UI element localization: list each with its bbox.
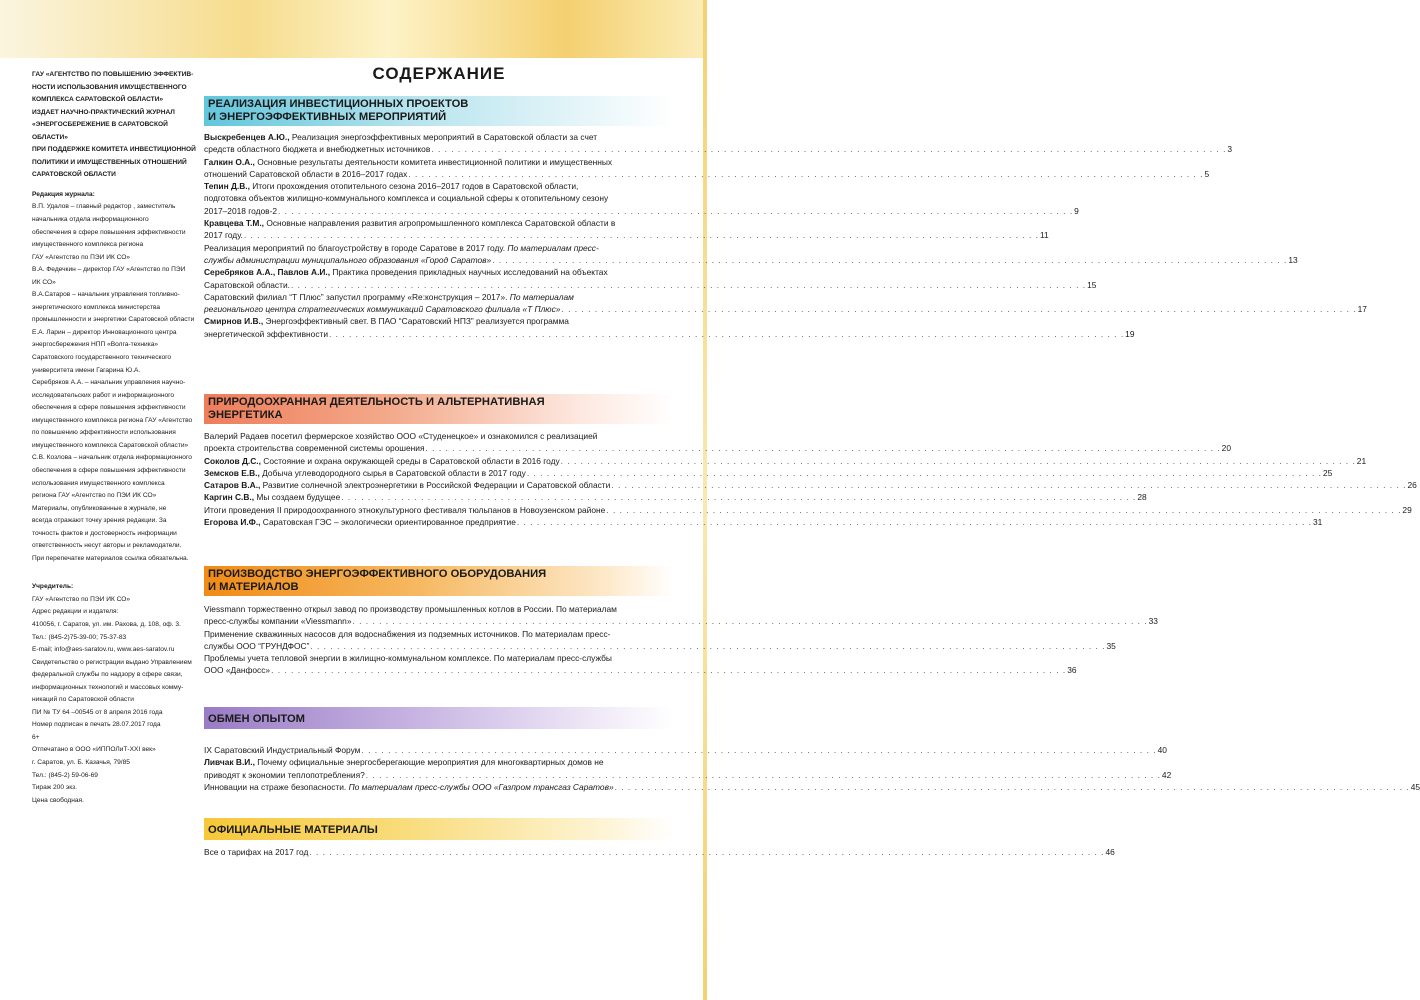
entry-text: Развитие солнечной электроэнергетики в Российской Федерации и Саратовской области: [260, 480, 611, 491]
page-number: 42: [1161, 769, 1172, 780]
entry-text: Валерий Радаев посетил фермерское хозяйство ООО «Студенецкое» и ознакомился с реализацией: [204, 431, 598, 441]
page-number: 25: [1322, 467, 1333, 478]
page-number: 21: [1356, 455, 1367, 466]
page-number: 11: [1040, 230, 1049, 241]
masthead-line: ГАУ «Агентство по ПЭИ ИК СО»: [32, 595, 131, 603]
masthead-line: исследовательских работ и информационного: [32, 391, 175, 399]
entry-text: Инновации на страже безопасности.: [204, 781, 349, 792]
masthead-line: обеспечения в сфере повышения эффективности: [32, 404, 186, 412]
dot-leader: . . . . . . . . . . . . . . . . . . . . . . . . . . . . . . . . . . . . . . . . . . . . . . . . . . . . . . . . . . . . . . . . . . . . . . . . . . . . . . . . . . . . . . . . . . . . . . . . . . . . . . . . . . . . . . . . . . . . . . . .: [611, 480, 1407, 491]
section-heading-line: ОФИЦИАЛЬНЫЕ МАТЕРИАЛЫ: [208, 824, 378, 836]
toc-entry[interactable]: [204, 744, 1167, 756]
page-number: 26: [1407, 480, 1417, 491]
masthead-line: г. Саратов, ул. Б. Казачья, 79/85: [32, 758, 130, 766]
entry-text: Почему официальные энергосберегающие мероприятия для многоквартирных домов не: [254, 757, 604, 768]
masthead-line: 410056, г. Саратов, ул. им. Рахова, д. 108, оф. 3.: [32, 620, 181, 628]
editorial-heading: Редакция журнала:: [32, 190, 95, 198]
entry-source: По материалам пресс-службы ООО «Газпром трансгаз Саратов»: [348, 781, 614, 792]
page-number: 36: [1067, 665, 1077, 676]
entry-text: пресс-службы компании «Viessmann»: [204, 616, 352, 627]
entry-text: Энергоэффективный свет. В ПАО “Саратовский НПЗ” реализуется программа: [263, 316, 569, 327]
masthead-line: Цена свободная.: [32, 796, 84, 804]
masthead-line: ГАУ «Агентство по ПЭИ ИК СО»: [32, 253, 131, 261]
masthead-line: промышленности и энергетики Саратовской области: [32, 316, 195, 324]
dot-leader: . . . . . . . . . . . . . . . . . . . . . . . . . . . . . . . . . . . . . . . . . . . . . . . . . . . . . . . . . . . . . . . . . . . . . . . . . . . . . . . . . . . . . . . . . . . . . . . . . . . . . . . . . . . . . . . . . . . . . . . .: [560, 455, 1356, 466]
entry-text: службы администрации муниципального образования «Город Саратов»: [204, 254, 492, 265]
founder-heading: Учредитель:: [32, 583, 74, 591]
masthead-line: В.А. Федечкин – директор ГАУ «Агентство по ПЭИ: [32, 266, 186, 274]
page-number: 29: [1402, 504, 1412, 515]
dot-leader: . . . . . . . . . . . . . . . . . . . . . . . . . . . . . . . . . . . . . . . . . . . . . . . . . . . . . . . . . . . . . . . . . . . . . . . . . . . . . . . . . . . . . . . . . . . . . . . . . . . . . . . . . . . . . . . . . . . . . . . .: [431, 144, 1227, 155]
dot-leader: . . . . . . . . . . . . . . . . . . . . . . . . . . . . . . . . . . . . . . . . . . . . . . . . . . . . . . . . . . . . . . . . . . . . . . . . . . . . . . . . . . . . . . . . . . . . . . . . . . . . . . . . . . . . . . . . . . . . . . . .: [309, 847, 1105, 857]
masthead-line: энергетического комплекса министерства: [32, 303, 161, 311]
section-heading-line: И МАТЕРИАЛОВ: [208, 581, 299, 593]
toc-entry[interactable]: [204, 652, 1077, 677]
dot-leader: . . . . . . . . . . . . . . . . . . . . . . . . . . . . . . . . . . . . . . . . . . . . . . . . . . . . . . . . . . . . . . . . . . . . . . . . . . . . . . . . . . . . . . . . . . . . . . . . . . . . . . . . . . . . . . . . . . . . . . . .: [329, 328, 1125, 339]
entry-text: подготовка объектов жилищно-коммунального комплекса и социальной сферы к отопительному сезону: [204, 193, 609, 204]
entry-author: Галкин О.А.,: [204, 156, 255, 167]
entry-text: Саратовский филиал “Т Плюс” запустил программу «Re:конструкция – 2017».: [204, 291, 510, 302]
dot-leader: . . . . . . . . . . . . . . . . . . . . . . . . . . . . . . . . . . . . . . . . . . . . . . . . . . . . . . . . . . . . . . . . . . . . . . . . . . . . . . . . . . . . . . . . . . . . . . . . . . . . . . . . . . . . . . . . . . . . . . . .: [526, 467, 1322, 478]
masthead-line: ИЗДАЕТ НАУЧНО-ПРАКТИЧЕСКИЙ ЖУРНАЛ: [32, 108, 175, 116]
entry-text: Все о тарифах на 2017 год: [204, 847, 309, 857]
section-entries: [204, 846, 1115, 858]
dot-leader: . . . . . . . . . . . . . . . . . . . . . . . . . . . . . . . . . . . . . . . . . . . . . . . . . . . . . . . . . . . . . . . . . . . . . . . . . . . . . . . . . . . . . . . . . . . . . . . . . . . . . . . . . . . . . . . . . . . . . . . .: [243, 230, 1039, 241]
entry-text: отношений Саратовской области в 2016–2017 годах: [204, 168, 408, 179]
section-heading-line: ОБМЕН ОПЫТОМ: [208, 713, 305, 725]
entry-text: энергетической эффективности: [204, 328, 329, 339]
entry-text: Итоги прохождения отопительного сезона 2016–2017 годов в Саратовской области,: [249, 181, 579, 192]
entry-author: Каргин С.В.,: [204, 492, 255, 503]
masthead-line: университета имени Гагарина Ю.А.: [32, 366, 141, 374]
entry-text: Реализация энергоэффективных мероприятий в Саратовской области за счет: [289, 132, 598, 142]
entry-text: 2017 году.: [204, 230, 243, 241]
masthead-line: всегда отражают точку зрения редакции. За: [32, 517, 167, 525]
toc-entry[interactable]: [204, 504, 1412, 516]
masthead-line: ПРИ ПОДДЕРЖКЕ КОМИТЕТА ИНВЕСТИЦИОННОЙ: [32, 146, 196, 154]
masthead-line: никаций по Саратовской области: [32, 696, 134, 704]
toc-entry[interactable]: [204, 455, 1367, 467]
masthead-line: Е.А. Ларин – директор Инновационного центра: [32, 328, 177, 336]
masthead-line: региона ГАУ «Агентство по ПЭИ ИК СО»: [32, 492, 157, 500]
toc-entry[interactable]: [204, 603, 1158, 628]
masthead-line: имущественного комплекса региона: [32, 241, 144, 249]
masthead-line: энергосбережения НПП «Волга-техника»: [32, 341, 159, 349]
page-number: 31: [1313, 517, 1323, 528]
editorial-block: [32, 201, 197, 565]
entry-text: Проблемы учета тепловой энергии в жилищно-коммунальном комплексе. По материалам пресс-службы: [204, 653, 612, 664]
section-entries: [204, 744, 1420, 793]
masthead-line: имущественного комплекса Саратовской области»: [32, 441, 189, 449]
toc-entry[interactable]: [204, 291, 1367, 316]
entry-text: средств областного бюджета и внебюджетных источников: [204, 144, 431, 155]
masthead-line: точность фактов и достоверность информации: [32, 529, 177, 537]
entry-author: Выскребенцев А.Ю.,: [204, 132, 290, 142]
toc-entry[interactable]: [204, 217, 1049, 242]
entry-text: IX Саратовский Индустриальный Форум: [204, 745, 361, 755]
masthead-line: САРАТОВСКОЙ ОБЛАСТИ: [32, 171, 116, 179]
dot-leader: . . . . . . . . . . . . . . . . . . . . . . . . . . . . . . . . . . . . . . . . . . . . . . . . . . . . . . . . . . . . . . . . . . . . . . . . . . . . . . . . . . . . . . . . . . . . . . . . . . . . . . . . . . . . . . . . . . . . . . . .: [290, 279, 1087, 290]
publisher-block: [32, 69, 197, 182]
toc-entry[interactable]: [204, 180, 1079, 217]
masthead-line: Тел.: (845-2)75-39-00; 75-37-83: [32, 633, 127, 641]
masthead-sidebar: [32, 69, 197, 807]
toc-entry[interactable]: [204, 156, 1210, 181]
entry-author: Соколов Д.С.,: [204, 455, 261, 466]
entry-author: Кравцева Т.М.,: [204, 218, 264, 229]
masthead-line: ПИ № ТУ 64 –00545 от 8 апреля 2016 года: [32, 708, 163, 716]
page-number: 28: [1137, 492, 1147, 503]
dot-leader: . . . . . . . . . . . . . . . . . . . . . . . . . . . . . . . . . . . . . . . . . . . . . . . . . . . . . . . . . . . . . . . . . . . . . . . . . . . . . . . . . . . . . . . . . . . . . . . . . . . . . . . . . . . . . . . . . . . . . . . .: [271, 665, 1067, 676]
page-number: 13: [1288, 254, 1298, 265]
masthead-line: В.А.Сатаров – начальник управления топливно-: [32, 291, 180, 299]
section-entries: [204, 603, 1158, 677]
entry-text: 2017–2018 годов-2: [204, 205, 278, 216]
entry-author: Серебряков А.А., Павлов А.И.,: [204, 267, 331, 278]
dot-leader: . . . . . . . . . . . . . . . . . . . . . . . . . . . . . . . . . . . . . . . . . . . . . . . . . . . . . . . . . . . . . . . . . . . . . . . . . . . . . . . . . . . . . . . . . . . . . . . . . . . . . . . . . . . . . . . . . . . . . . . .: [561, 304, 1357, 315]
entry-text: Итоги проведения II природоохранного этнокультурного фестиваля тюльпанов в Новоузенском районе: [204, 504, 606, 515]
toc-entry[interactable]: [204, 491, 1147, 503]
masthead-line: 6+: [32, 733, 40, 741]
masthead-line: обеспечения в сфере повышения эффективности: [32, 228, 186, 236]
page-number: 40: [1157, 745, 1167, 755]
entry-author: Земсков Е.В.,: [204, 467, 260, 478]
masthead-line: С.В. Козлова – начальник отдела информационного: [32, 454, 192, 462]
masthead-line: ГАУ «АГЕНТСТВО ПО ПОВЫШЕНИЮ ЭФФЕКТИВ-: [32, 71, 194, 78]
entry-text: Саратовской области.: [204, 279, 290, 290]
toc-entry[interactable]: [204, 628, 1116, 653]
masthead-line: ответственность несут авторы и рекламодатели.: [32, 542, 182, 550]
section-heading-line: ПРИРОДООХРАННАЯ ДЕЯТЕЛЬНОСТЬ И АЛЬТЕРНАТИВНАЯ: [208, 396, 545, 408]
toc-entry[interactable]: [204, 756, 1172, 781]
page-number: 15: [1087, 279, 1097, 290]
section-heading: [204, 707, 674, 729]
entry-author: Егорова И.Ф.,: [204, 517, 261, 528]
masthead-line: Серебряков А.А. – начальник управления научно-: [32, 379, 186, 387]
entry-text: Применение скважинных насосов для водоснабжения из подземных источников. По материалам пресс-: [204, 628, 611, 639]
toc-entry[interactable]: [204, 846, 1115, 858]
section-entries: [204, 430, 1417, 528]
masthead-line: Номер подписан в печать 28.07.2017 года: [32, 721, 161, 729]
section-heading: [204, 394, 674, 424]
masthead-line: ИК СО»: [32, 278, 56, 286]
toc-entry[interactable]: [204, 467, 1333, 479]
toc-entry[interactable]: [204, 242, 1298, 267]
dot-leader: . . . . . . . . . . . . . . . . . . . . . . . . . . . . . . . . . . . . . . . . . . . . . . . . . . . . . . . . . . . . . . . . . . . . . . . . . . . . . . . . . . . . . . . . . . . . . . . . . . . . . . . . . . . . . . . . . . . . . . . .: [278, 205, 1074, 216]
page-number: 3: [1227, 144, 1233, 155]
masthead-line: При перепечатке материалов ссылка обязательна.: [32, 554, 189, 562]
entry-text: Мы создаем будущее: [254, 492, 341, 503]
toc-entry[interactable]: [204, 479, 1417, 491]
masthead-line: по повышению эффективности использования: [32, 429, 176, 437]
entry-text: Состояние и охрана окружающей среды в Саратовской области в 2016 году: [260, 455, 560, 466]
page-number: 45: [1410, 781, 1420, 792]
masthead-line: ПОЛИТИКИ И ИМУЩЕСТВЕННЫХ ОТНОШЕНИЙ: [32, 158, 187, 166]
masthead-line: КОМПЛЕКСА САРАТОВСКОЙ ОБЛАСТИ»: [32, 96, 164, 104]
section-heading-line: И ЭНЕРГОЭФФЕКТИВНЫХ МЕРОПРИЯТИЙ: [208, 111, 447, 123]
masthead-line: Отпечатано в ООО «ИППОЛиТ-XXI век»: [32, 746, 156, 754]
entry-text: службы ООО “ГРУНДФОС”: [204, 640, 310, 651]
page-number: 19: [1125, 328, 1135, 339]
section-heading-line: ПРОИЗВОДСТВО ЭНЕРГОЭФФЕКТИВНОГО ОБОРУДОВАНИЯ: [208, 568, 547, 580]
masthead-line: В.П. Удалов – главный редактор , заместитель: [32, 203, 176, 211]
masthead-line: «ЭНЕРГОСБЕРЕЖЕНИЕ В САРАТОВСКОЙ ОБЛАСТИ»: [32, 121, 168, 141]
dot-leader: . . . . . . . . . . . . . . . . . . . . . . . . . . . . . . . . . . . . . . . . . . . . . . . . . . . . . . . . . . . . . . . . . . . . . . . . . . . . . . . . . . . . . . . . . . . . . . . . . . . . . . . . . . . . . . . . . . . . . . . .: [516, 517, 1312, 528]
toc-entry[interactable]: [204, 516, 1323, 528]
entry-author: Смирнов И.В.,: [204, 316, 264, 327]
entry-text: Основные направления развития агропромышленного комплекса Саратовской области в: [264, 218, 616, 229]
entry-author: Сатаров В.А.,: [204, 480, 261, 491]
dot-leader: . . . . . . . . . . . . . . . . . . . . . . . . . . . . . . . . . . . . . . . . . . . . . . . . . . . . . . . . . . . . . . . . . . . . . . . . . . . . . . . . . . . . . . . . . . . . . . . . . . . . . . . . . . . . . . . . . . . . . . . .: [352, 616, 1148, 627]
masthead-line: Материалы, опубликованные в журнале, не: [32, 504, 167, 512]
masthead-line: Свидетельство о регистрации выдано Управлением: [32, 658, 192, 666]
toc-entry[interactable]: [204, 315, 1135, 340]
entry-text: проекта строительства современной системы орошения: [204, 443, 425, 454]
masthead-line: федеральной службы по надзору в сфере связи,: [32, 671, 183, 679]
dot-leader: . . . . . . . . . . . . . . . . . . . . . . . . . . . . . . . . . . . . . . . . . . . . . . . . . . . . . . . . . . . . . . . . . . . . . . . . . . . . . . . . . . . . . . . . . . . . . . . . . . . . . . . . . . . . . . . . . . . . . . . .: [310, 640, 1106, 651]
dot-leader: . . . . . . . . . . . . . . . . . . . . . . . . . . . . . . . . . . . . . . . . . . . . . . . . . . . . . . . . . . . . . . . . . . . . . . . . . . . . . . . . . . . . . . . . . . . . . . . . . . . . . . . . . . . . . . . . . . . . . . . .: [492, 254, 1288, 265]
masthead-line: использования имущественного комплекса: [32, 479, 165, 487]
masthead-line: E-mail; info@aes-saratov.ru, www.aes-saratov.ru: [32, 646, 175, 654]
entry-source: По материалам: [509, 291, 574, 302]
dot-leader: . . . . . . . . . . . . . . . . . . . . . . . . . . . . . . . . . . . . . . . . . . . . . . . . . . . . . . . . . . . . . . . . . . . . . . . . . . . . . . . . . . . . . . . . . . . . . . . . . . . . . . . . . . . . . . . . . . . . . . . .: [408, 168, 1204, 179]
entry-text: Добыча углеводородного сырья в Саратовской области в 2017 году: [259, 467, 526, 478]
toc-entry[interactable]: [204, 266, 1097, 291]
entry-text: ООО «Данфосс»: [204, 665, 271, 676]
entry-text: приводят к экономии теплопотребления?: [204, 769, 365, 780]
dot-leader: . . . . . . . . . . . . . . . . . . . . . . . . . . . . . . . . . . . . . . . . . . . . . . . . . . . . . . . . . . . . . . . . . . . . . . . . . . . . . . . . . . . . . . . . . . . . . . . . . . . . . . . . . . . . . . . . . . . . . . . .: [361, 745, 1157, 755]
masthead-line: информационных технологий и массовых комму-: [32, 683, 184, 691]
page-number: 17: [1357, 304, 1367, 315]
masthead-line: обеспечения в сфере повышения эффективности: [32, 466, 186, 474]
entry-text: регионального центра стратегических коммуникаций Саратовского филиала «Т Плюс»: [204, 304, 561, 315]
page-title: СОДЕРЖАНИЕ: [372, 64, 506, 83]
dot-leader: . . . . . . . . . . . . . . . . . . . . . . . . . . . . . . . . . . . . . . . . . . . . . . . . . . . . . . . . . . . . . . . . . . . . . . . . . . . . . . . . . . . . . . . . . . . . . . . . . . . . . . . . . . . . . . . . . . . . . . . .: [425, 443, 1221, 454]
section-heading: [204, 96, 674, 126]
dot-leader: . . . . . . . . . . . . . . . . . . . . . . . . . . . . . . . . . . . . . . . . . . . . . . . . . . . . . . . . . . . . . . . . . . . . . . . . . . . . . . . . . . . . . . . . . . . . . . . . . . . . . . . . . . . . . . . . . . . . . . . .: [614, 781, 1410, 792]
page-number: 33: [1148, 616, 1158, 627]
section-entries: [204, 131, 1367, 340]
toc-entry[interactable]: [204, 131, 1233, 156]
page-number: 20: [1221, 443, 1231, 454]
section-heading: [204, 566, 674, 596]
masthead-line: Адрес редакции и издателя:: [32, 608, 119, 616]
entry-text: Саратовская ГЭС – экологически ориентированное предприятие: [260, 517, 516, 528]
masthead-line: Тел.: (845-2) 59-06-69: [32, 771, 98, 779]
section-heading-line: ЭНЕРГЕТИКА: [208, 409, 283, 421]
entry-text: Основные результаты деятельности комитета инвестиционной политики и имущественных: [254, 156, 613, 167]
toc-entry[interactable]: [204, 781, 1420, 793]
dot-leader: . . . . . . . . . . . . . . . . . . . . . . . . . . . . . . . . . . . . . . . . . . . . . . . . . . . . . . . . . . . . . . . . . . . . . . . . . . . . . . . . . . . . . . . . . . . . . . . . . . . . . . . . . . . . . . . . . . . . . . . .: [606, 504, 1402, 515]
page-number: 35: [1106, 640, 1116, 651]
page-number: 46: [1105, 847, 1115, 857]
masthead-line: НОСТИ ИСПОЛЬЗОВАНИЯ ИМУЩЕСТВЕННОГО: [32, 83, 187, 91]
section-heading: [204, 818, 674, 840]
entry-author: Ливчак В.И.,: [204, 757, 255, 768]
dot-leader: . . . . . . . . . . . . . . . . . . . . . . . . . . . . . . . . . . . . . . . . . . . . . . . . . . . . . . . . . . . . . . . . . . . . . . . . . . . . . . . . . . . . . . . . . . . . . . . . . . . . . . . . . . . . . . . . . . . . . . . .: [365, 769, 1161, 780]
entry-source: По материалам пресс-: [507, 242, 599, 253]
section-heading-line: РЕАЛИЗАЦИЯ ИНВЕСТИЦИОННЫХ ПРОЕКТОВ: [208, 98, 469, 110]
masthead-line: Саратовского государственного технического: [32, 354, 172, 362]
toc-entry[interactable]: [204, 430, 1231, 455]
masthead-line: имущественного комплекса региона ГАУ «Агентство: [32, 416, 193, 424]
entry-text: Реализация мероприятий по благоустройству в городе Саратове в 2017 году.: [204, 242, 508, 253]
page-number: 9: [1074, 205, 1079, 216]
masthead-line: начальника отдела информационного: [32, 216, 149, 224]
founder-block: [32, 594, 197, 807]
decorative-top-band: [0, 0, 707, 58]
masthead-line: Тираж 200 экз.: [32, 784, 78, 792]
page-number: 5: [1204, 168, 1210, 179]
dot-leader: . . . . . . . . . . . . . . . . . . . . . . . . . . . . . . . . . . . . . . . . . . . . . . . . . . . . . . . . . . . . . . . . . . . . . . . . . . . . . . . . . . . . . . . . . . . . . . . . . . . . . . . . . . . . . . . . . . . . . . . .: [341, 492, 1137, 503]
entry-author: Тепин Д.В.,: [204, 181, 250, 192]
entry-text: Практика проведения прикладных научных исследований на объектах: [330, 267, 608, 278]
entry-text: Viessmann торжественно открыл завод по производству промышленных котлов в России. По материалам: [204, 604, 617, 614]
